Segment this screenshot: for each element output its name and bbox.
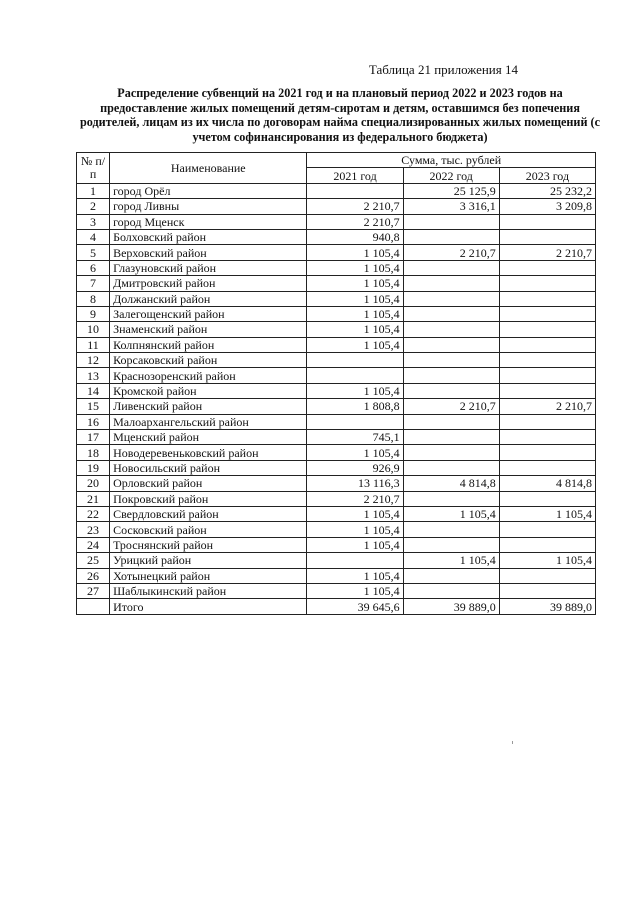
row-value-2023 <box>499 337 595 352</box>
row-number: 27 <box>77 583 110 598</box>
total-2022: 39 889,0 <box>403 599 499 614</box>
row-name: Сосковский район <box>110 522 307 537</box>
row-name: Свердловский район <box>110 506 307 521</box>
row-value-2023 <box>499 276 595 291</box>
row-number: 23 <box>77 522 110 537</box>
row-value-2023: 1 105,4 <box>499 553 595 568</box>
appendix-reference: Таблица 21 приложения 14 <box>368 62 518 77</box>
row-value-2022 <box>403 383 499 398</box>
row-number: 26 <box>77 568 110 583</box>
total-label: Итого <box>110 599 307 614</box>
table-row <box>77 583 596 598</box>
row-value-2021: 2 210,7 <box>307 214 403 229</box>
row-value-2021: 1 105,4 <box>307 445 403 460</box>
row-value-2023: 4 814,8 <box>499 476 595 491</box>
row-number: 19 <box>77 460 110 475</box>
row-value-2022: 2 210,7 <box>403 399 499 414</box>
table-row <box>77 276 596 291</box>
table-row <box>77 260 596 275</box>
row-value-2022 <box>403 491 499 506</box>
subsidy-table <box>76 152 596 615</box>
row-value-2023 <box>499 306 595 321</box>
table-row <box>77 445 596 460</box>
row-number: 2 <box>77 199 110 214</box>
row-name: Урицкий район <box>110 553 307 568</box>
table-row <box>77 522 596 537</box>
row-value-2021 <box>307 414 403 429</box>
document-title: Распределение субвенций на 2021 год и на плановый период 2022 и 2023 годов на предоставление жилых помещений детям-сиротам и детям, оставшимся без попечения родителей, лицам из их числа по договорам найма специализированных жилых помещений (с учетом софинансирования из федерального бюджета) <box>80 86 600 144</box>
row-value-2022: 3 316,1 <box>403 199 499 214</box>
row-number: 1 <box>77 183 110 198</box>
row-number: 13 <box>77 368 110 383</box>
row-value-2023 <box>499 522 595 537</box>
table-body <box>77 183 596 599</box>
row-value-2022 <box>403 276 499 291</box>
row-name: город Ливны <box>110 199 307 214</box>
row-number: 4 <box>77 229 110 244</box>
row-value-2023 <box>499 353 595 368</box>
header-2022: 2022 год <box>403 168 499 183</box>
row-number: 24 <box>77 537 110 552</box>
row-name: Мценский район <box>110 430 307 445</box>
row-value-2021: 926,9 <box>307 460 403 475</box>
row-value-2022 <box>403 291 499 306</box>
row-value-2023 <box>499 368 595 383</box>
table-row <box>77 199 596 214</box>
header-2021: 2021 год <box>307 168 403 183</box>
header-sum: Сумма, тыс. рублей <box>307 153 596 168</box>
row-number: 25 <box>77 553 110 568</box>
table-row <box>77 383 596 398</box>
row-value-2022: 2 210,7 <box>403 245 499 260</box>
row-value-2021: 940,8 <box>307 229 403 244</box>
row-value-2022 <box>403 583 499 598</box>
row-value-2021: 1 105,4 <box>307 337 403 352</box>
row-value-2021: 1 105,4 <box>307 260 403 275</box>
row-value-2021: 1 105,4 <box>307 306 403 321</box>
scan-speck <box>512 741 513 744</box>
row-value-2023 <box>499 291 595 306</box>
row-value-2022: 1 105,4 <box>403 553 499 568</box>
row-value-2021 <box>307 553 403 568</box>
row-number: 12 <box>77 353 110 368</box>
table-row <box>77 337 596 352</box>
table-row <box>77 553 596 568</box>
table-row <box>77 506 596 521</box>
row-number: 6 <box>77 260 110 275</box>
row-name: Хотынецкий район <box>110 568 307 583</box>
row-value-2021: 1 105,4 <box>307 583 403 598</box>
row-value-2022 <box>403 322 499 337</box>
row-value-2021 <box>307 183 403 198</box>
row-value-2022 <box>403 430 499 445</box>
row-value-2021: 1 105,4 <box>307 522 403 537</box>
row-number: 14 <box>77 383 110 398</box>
row-number: 11 <box>77 337 110 352</box>
row-value-2023 <box>499 260 595 275</box>
row-value-2022 <box>403 229 499 244</box>
table-row <box>77 430 596 445</box>
row-value-2022: 4 814,8 <box>403 476 499 491</box>
table-row <box>77 245 596 260</box>
table-row <box>77 353 596 368</box>
table-row <box>77 291 596 306</box>
table-row <box>77 214 596 229</box>
row-value-2021: 1 105,4 <box>307 506 403 521</box>
row-value-2021: 1 105,4 <box>307 276 403 291</box>
table-row <box>77 368 596 383</box>
table-row <box>77 568 596 583</box>
row-value-2021 <box>307 368 403 383</box>
row-value-2022 <box>403 460 499 475</box>
table-row <box>77 183 596 198</box>
row-number: 15 <box>77 399 110 414</box>
row-value-2022 <box>403 568 499 583</box>
row-name: Должанский район <box>110 291 307 306</box>
row-value-2022 <box>403 445 499 460</box>
row-number: 17 <box>77 430 110 445</box>
table-row <box>77 491 596 506</box>
row-value-2023 <box>499 383 595 398</box>
table-row <box>77 322 596 337</box>
table-row <box>77 476 596 491</box>
row-value-2023 <box>499 568 595 583</box>
row-name: Покровский район <box>110 491 307 506</box>
row-number: 16 <box>77 414 110 429</box>
row-number: 21 <box>77 491 110 506</box>
row-value-2021 <box>307 353 403 368</box>
row-number: 8 <box>77 291 110 306</box>
row-value-2022: 1 105,4 <box>403 506 499 521</box>
row-value-2022 <box>403 368 499 383</box>
row-value-2022 <box>403 260 499 275</box>
row-value-2022 <box>403 214 499 229</box>
row-number: 10 <box>77 322 110 337</box>
table-row <box>77 399 596 414</box>
row-value-2022 <box>403 537 499 552</box>
row-value-2023: 3 209,8 <box>499 199 595 214</box>
row-name: Корсаковский район <box>110 353 307 368</box>
row-value-2023: 2 210,7 <box>499 245 595 260</box>
row-value-2021: 1 105,4 <box>307 245 403 260</box>
row-number: 5 <box>77 245 110 260</box>
row-value-2023 <box>499 229 595 244</box>
header-2023: 2023 год <box>499 168 595 183</box>
row-value-2023 <box>499 460 595 475</box>
row-value-2023: 25 232,2 <box>499 183 595 198</box>
row-value-2021: 1 105,4 <box>307 322 403 337</box>
row-name: Знаменский район <box>110 322 307 337</box>
row-name: город Орёл <box>110 183 307 198</box>
row-value-2022 <box>403 337 499 352</box>
row-number: 20 <box>77 476 110 491</box>
table-row <box>77 460 596 475</box>
row-name: Новосильский район <box>110 460 307 475</box>
total-2023: 39 889,0 <box>499 599 595 614</box>
row-name: Краснозоренский район <box>110 368 307 383</box>
row-value-2022 <box>403 414 499 429</box>
row-name: Троснянский район <box>110 537 307 552</box>
header-name: Наименование <box>110 153 307 184</box>
header-number: № п/п <box>77 153 110 184</box>
row-name: Малоархангельский район <box>110 414 307 429</box>
row-value-2021: 1 105,4 <box>307 291 403 306</box>
row-value-2022 <box>403 306 499 321</box>
row-value-2023 <box>499 537 595 552</box>
row-name: Шаблыкинский район <box>110 583 307 598</box>
row-value-2021: 1 105,4 <box>307 537 403 552</box>
row-value-2021: 2 210,7 <box>307 199 403 214</box>
row-name: Кромской район <box>110 383 307 398</box>
row-number: 9 <box>77 306 110 321</box>
table-row <box>77 414 596 429</box>
row-value-2023 <box>499 322 595 337</box>
row-name: Глазуновский район <box>110 260 307 275</box>
row-value-2023 <box>499 583 595 598</box>
row-value-2022 <box>403 353 499 368</box>
table-row <box>77 537 596 552</box>
row-value-2023 <box>499 214 595 229</box>
row-value-2023: 1 105,4 <box>499 506 595 521</box>
row-value-2023 <box>499 491 595 506</box>
row-name: Залегощенский район <box>110 306 307 321</box>
row-value-2022 <box>403 522 499 537</box>
row-number: 18 <box>77 445 110 460</box>
row-value-2022: 25 125,9 <box>403 183 499 198</box>
row-value-2023 <box>499 414 595 429</box>
row-value-2021: 1 105,4 <box>307 568 403 583</box>
row-name: Дмитровский район <box>110 276 307 291</box>
row-name: город Мценск <box>110 214 307 229</box>
row-value-2021: 2 210,7 <box>307 491 403 506</box>
row-value-2023 <box>499 430 595 445</box>
row-value-2021: 1 808,8 <box>307 399 403 414</box>
row-value-2023: 2 210,7 <box>499 399 595 414</box>
row-value-2021: 1 105,4 <box>307 383 403 398</box>
row-name: Ливенский район <box>110 399 307 414</box>
total-2021: 39 645,6 <box>307 599 403 614</box>
row-name: Новодеревеньковский район <box>110 445 307 460</box>
row-value-2021: 745,1 <box>307 430 403 445</box>
total-row <box>77 599 596 614</box>
row-name: Верховский район <box>110 245 307 260</box>
row-number: 7 <box>77 276 110 291</box>
table-row <box>77 306 596 321</box>
row-number: 22 <box>77 506 110 521</box>
row-name: Орловский район <box>110 476 307 491</box>
row-value-2023 <box>499 445 595 460</box>
table-row <box>77 229 596 244</box>
row-name: Колпнянский район <box>110 337 307 352</box>
row-number: 3 <box>77 214 110 229</box>
row-value-2021: 13 116,3 <box>307 476 403 491</box>
total-num-cell <box>77 599 110 614</box>
row-name: Болховский район <box>110 229 307 244</box>
